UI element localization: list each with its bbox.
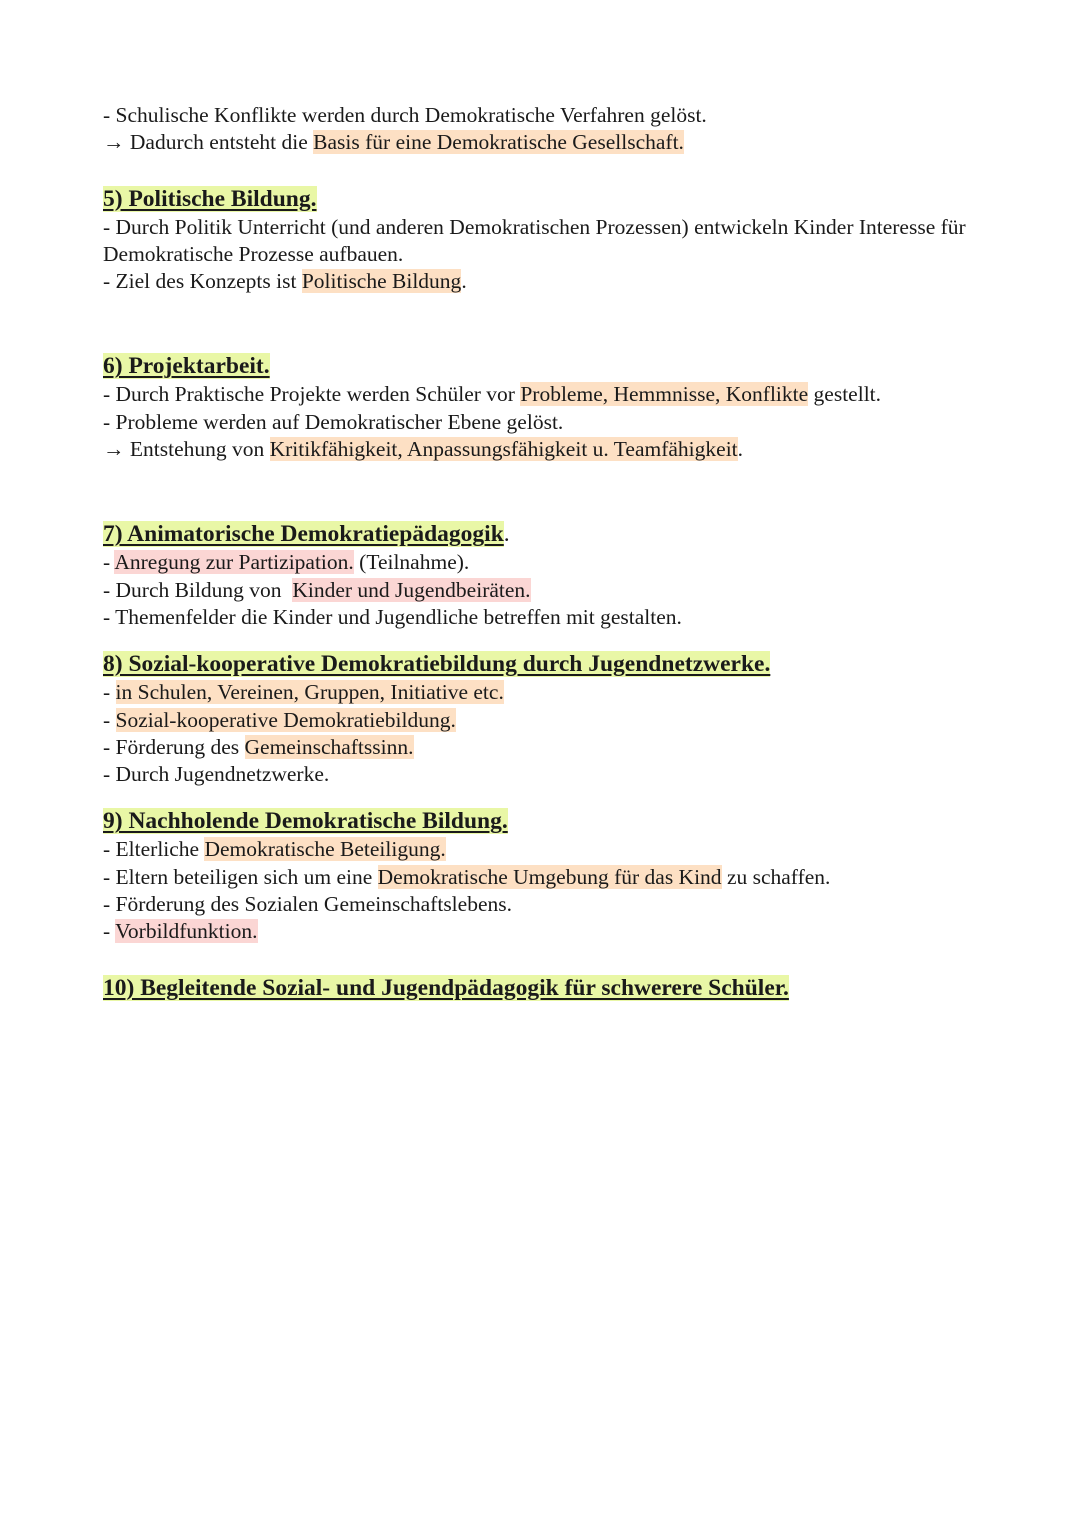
section-5-heading-text: 5) Politische Bildung. [103, 185, 317, 212]
section-9-line-2-highlight: Demokratische Umgebung für das Kind [377, 864, 722, 889]
section-6-line-3-prefix: → Entstehung von [103, 437, 270, 462]
section-6-line-1-suffix: gestellt. [808, 382, 882, 407]
section-6-line-2: - Probleme werden auf Demokratischer Ebene gelöst. [103, 409, 564, 434]
document-page [103, 102, 1003, 1003]
section-6-line-1-highlight: Probleme, Hemmnisse, Konflikte [520, 382, 809, 407]
section-6-line-3-suffix: . [737, 437, 744, 462]
section-8-line-3-highlight: Gemeinschaftssinn. [244, 734, 414, 759]
section-9-line-3: - Förderung des Sozialen Gemeinschaftslebens. [103, 892, 512, 917]
section-5-line-1: - Durch Politik Unterricht (und anderen Demokratischen Prozessen) entwickeln Kinder Interesse für Demokratische Prozesse aufbauen. [103, 214, 966, 266]
section-8-line-2 [103, 707, 1003, 734]
section-7-heading [103, 519, 1003, 549]
section-9-line-4 [103, 918, 1003, 945]
section-7-line-1 [103, 549, 1003, 576]
section-8-line-3-prefix: - Förderung des [103, 734, 245, 759]
section-7-line-1-suffix: (Teilnahme). [353, 550, 470, 575]
section-8-line-2-prefix: - [103, 707, 116, 732]
section-7-heading-suffix: . [503, 521, 510, 548]
section-8-line-1 [103, 679, 1003, 706]
section-9-line-1-highlight: Demokratische Beteiligung. [204, 837, 446, 862]
section-8-line-2-highlight: Sozial-kooperative Demokratiebildung. [115, 707, 456, 732]
section-6-line-1-prefix: - Durch Praktische Projekte werden Schüler vor [103, 382, 521, 407]
section-9-heading-text: 9) Nachholende Demokratische Bildung. [103, 808, 508, 835]
section-9-line-4-prefix: - [103, 919, 116, 944]
section-8-line-1-highlight: in Schulen, Vereinen, Gruppen, Initiative etc. [115, 680, 504, 705]
section-8-heading-text: 8) Sozial-kooperative Demokratiebildung durch Jugendnetzwerke. [103, 651, 771, 678]
section-5-line-2-highlight: Politische Bildung [301, 269, 462, 294]
section-7-heading-text: 7) Animatorische Demokratiepädagogik [103, 521, 504, 548]
section-7-line-2-prefix: - Durch Bildung von [103, 577, 293, 602]
section-5-line-2-suffix: . [461, 269, 467, 294]
section-6-line-1 [103, 381, 1003, 408]
section-8-line-3 [103, 734, 1003, 761]
section-9-line-1-prefix: - Elterliche [103, 837, 205, 862]
section-6-line-3 [103, 436, 1003, 463]
section-8-heading [103, 649, 1003, 679]
intro-line-1: - Schulische Konflikte werden durch Demokratische Verfahren gelöst. [103, 103, 707, 127]
section-7-line-2-highlight: Kinder und Jugendbeiräten. [292, 577, 531, 602]
section-9-line-2-prefix: - Eltern beteiligen sich um eine [103, 864, 378, 889]
section-6-heading-text: 6) Projektarbeit. [103, 353, 270, 380]
section-5-heading [103, 184, 1003, 214]
section-9-heading [103, 806, 1003, 836]
section-5-line-2-prefix: - Ziel des Konzepts ist [103, 269, 302, 294]
section-7-line-2 [103, 577, 1003, 604]
section-7-line-3: - Themenfelder die Kinder und Jugendliche betreffen mit gestalten. [103, 604, 682, 629]
section-6-heading [103, 351, 1003, 381]
section-9-line-1 [103, 836, 1003, 863]
section-8-line-4: - Durch Jugendnetzwerke. [103, 762, 330, 787]
section-6-line-3-highlight: Kritikfähigkeit, Anpassungsfähigkeit u. Teamfähigkeit [269, 437, 738, 462]
section-10-heading [103, 973, 1003, 1003]
section-9-line-4-highlight: Vorbildfunktion. [115, 919, 258, 944]
intro-line-2-highlight: Basis für eine Demokratische Gesellschaft. [313, 130, 684, 155]
intro-line-2 [103, 129, 1003, 156]
section-9-line-2 [103, 864, 1003, 891]
section-7-line-1-prefix: - [103, 550, 115, 575]
section-5-line-2 [103, 268, 1003, 295]
section-10-heading-text: 10) Begleitende Sozial- und Jugendpädagogik für schwerere Schüler. [103, 974, 789, 1001]
section-7-line-1-highlight: Anregung zur Partizipation. [114, 550, 354, 575]
intro-line-2-prefix: → Dadurch entsteht die [103, 130, 314, 155]
section-8-line-1-prefix: - [103, 680, 116, 705]
section-9-line-2-suffix: zu schaffen. [721, 864, 831, 889]
